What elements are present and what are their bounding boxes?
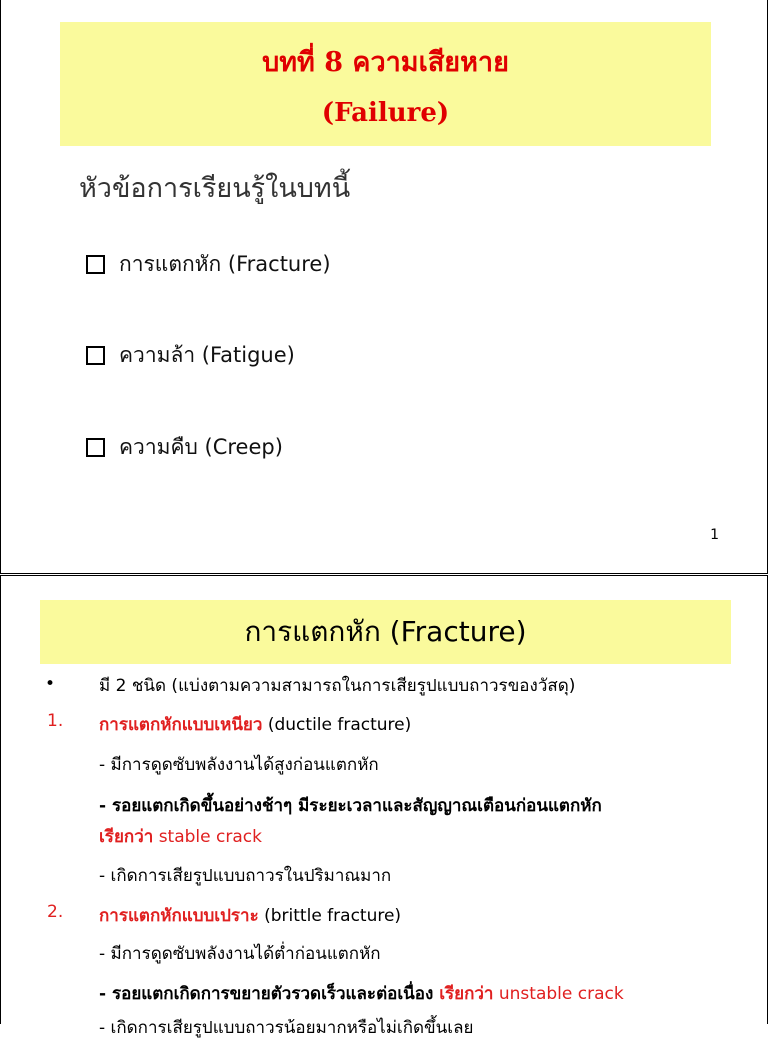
ductile-point-2-continuation — [99, 823, 262, 850]
called-label: เรียกว่า — [439, 984, 494, 1004]
brittle-point-1: - มีการดูดซับพลังงานได้ต่ำก่อนแตกหัก — [99, 944, 381, 964]
bullet-icon: • — [45, 674, 56, 694]
chapter-title-thai: บทที่ 8 ความเสียหาย — [262, 47, 509, 78]
fracture-types-intro: มี 2 ชนิด (แบ่งตามความสามารถในการเสียรูปแบบถาวรของวัสดุ) — [99, 676, 576, 696]
item-number-1: 1. — [47, 711, 64, 731]
checkbox-icon — [86, 255, 105, 274]
item-number-2: 2. — [47, 902, 64, 922]
ductile-point-3: - เกิดการเสียรูปแบบถาวรในปริมาณมาก — [99, 866, 392, 886]
fracture-title: การแตกหัก (Fracture) — [40, 600, 731, 664]
stable-crack-term: stable crack — [153, 827, 262, 847]
brittle-fracture-heading — [99, 902, 401, 929]
brittle-point-3: - เกิดการเสียรูปแบบถาวรน้อยมากหรือไม่เกิดขึ้นเลย — [99, 1018, 474, 1038]
unstable-crack-term: unstable crack — [493, 984, 624, 1004]
slide-2 — [0, 575, 768, 1038]
topic-item-creep — [86, 431, 283, 464]
called-label: เรียกว่า — [99, 827, 154, 847]
chapter-title-english: (Failure) — [321, 98, 450, 128]
topic-label: ความล้า (Fatigue) — [119, 343, 295, 367]
brittle-point-2-text: - รอยแตกเกิดการขยายตัวรวดเร็วและต่อเนื่อง — [99, 984, 440, 1004]
ductile-fracture-english: (ductile fracture) — [262, 715, 412, 735]
ductile-fracture-heading — [99, 711, 411, 738]
slide-1-title-box — [60, 22, 711, 146]
ductile-fracture-name: การแตกหักแบบเหนียว — [99, 715, 263, 735]
checkbox-icon — [86, 438, 105, 457]
brittle-point-2 — [99, 980, 624, 1007]
checkbox-icon — [86, 346, 105, 365]
topic-item-fracture — [86, 248, 331, 281]
brittle-fracture-english: (brittle fracture) — [258, 906, 402, 926]
page-number: 1 — [710, 527, 719, 543]
ductile-point-2: - รอยแตกเกิดขึ้นอย่างช้าๆ มีระยะเวลาและสัญญาณเตือนก่อนแตกหัก — [99, 796, 602, 816]
topic-item-fatigue — [86, 339, 295, 372]
ductile-point-1: - มีการดูดซับพลังงานได้สูงก่อนแตกหัก — [99, 755, 379, 775]
brittle-fracture-name: การแตกหักแบบเปราะ — [99, 906, 259, 926]
topic-label: การแตกหัก (Fracture) — [119, 252, 331, 276]
topic-label: ความคืบ (Creep) — [119, 435, 283, 459]
learning-topics-heading: หัวข้อการเรียนรู้ในบทนี้ — [79, 173, 351, 204]
